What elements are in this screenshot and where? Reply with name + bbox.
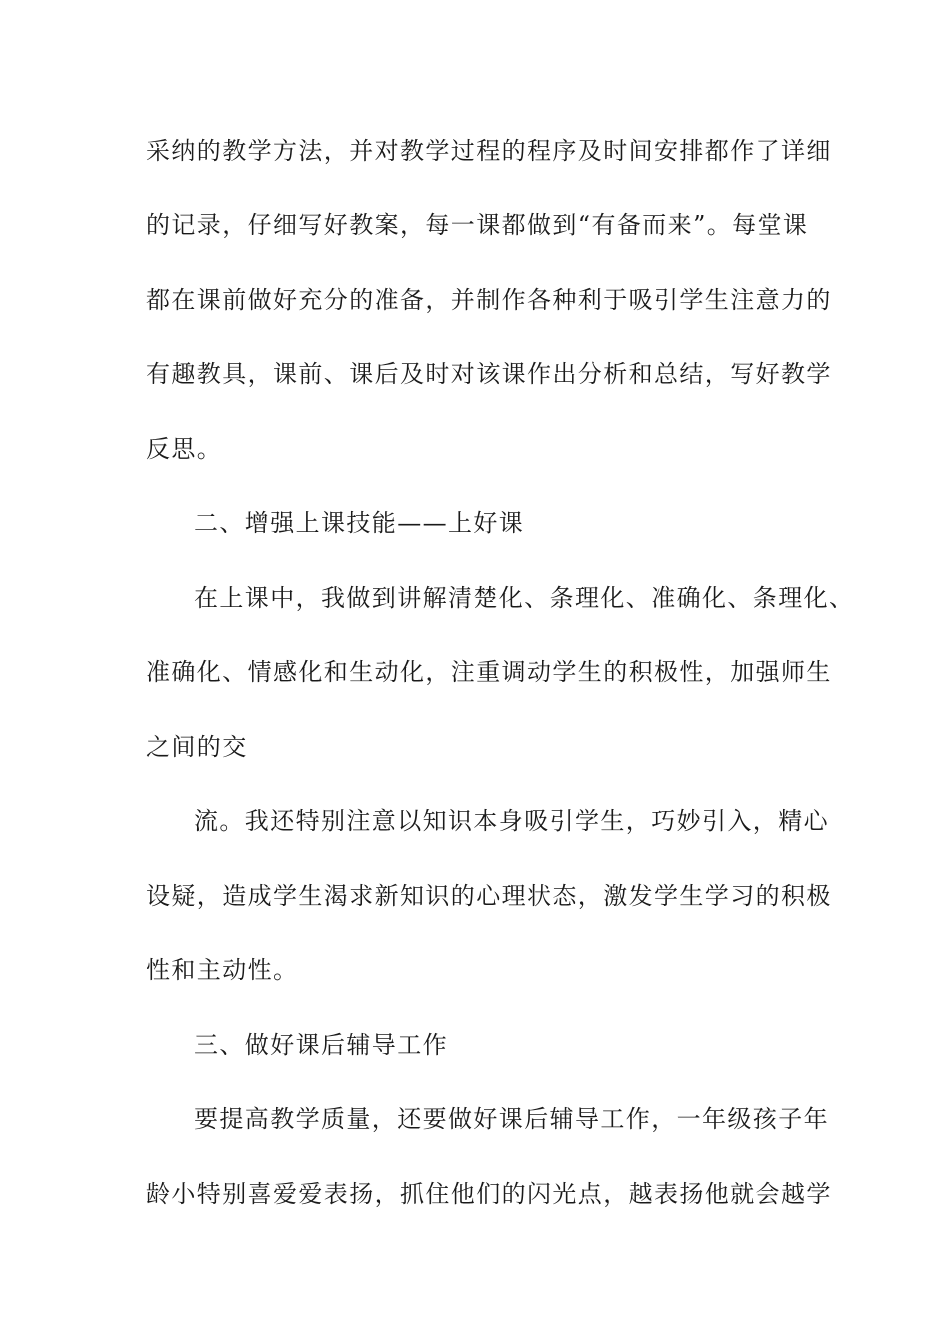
body-text-line: 反思。: [146, 435, 223, 463]
paragraph-first-line: 流。我还特别注意以知识本身吸引学生，巧妙引入，精心: [194, 807, 829, 835]
body-text-line: 设疑，造成学生渴求新知识的心理状态，激发学生学习的积极: [146, 882, 832, 910]
body-text-line: 采纳的教学方法，并对教学过程的程序及时间安排都作了详细: [146, 137, 832, 165]
section-heading: 二、增强上课技能——上好课: [194, 509, 525, 537]
body-text-line: 都在课前做好充分的准备，并制作各种利于吸引学生注意力的: [146, 286, 832, 314]
section-heading: 三、做好课后辅导工作: [194, 1031, 448, 1059]
body-text-line: 龄小特别喜爱爱表扬，抓住他们的闪光点，越表扬他就会越学: [146, 1180, 832, 1208]
body-text-line: 准确化、情感化和生动化，注重调动学生的积极性，加强师生: [146, 658, 832, 686]
body-text-line: 性和主动性。: [146, 956, 299, 984]
paragraph-first-line: 要提高教学质量，还要做好课后辅导工作，一年级孩子年: [194, 1105, 829, 1133]
body-text-line: 有趣教具，课前、课后及时对该课作出分析和总结，写好教学: [146, 360, 832, 388]
body-text-line: 的记录，仔细写好教案，每一课都做到“有备而来”。每堂课: [146, 211, 809, 239]
body-text-line: 之间的交: [146, 733, 248, 761]
paragraph-first-line: 在上课中，我做到讲解清楚化、条理化、准确化、条理化、: [194, 584, 855, 612]
